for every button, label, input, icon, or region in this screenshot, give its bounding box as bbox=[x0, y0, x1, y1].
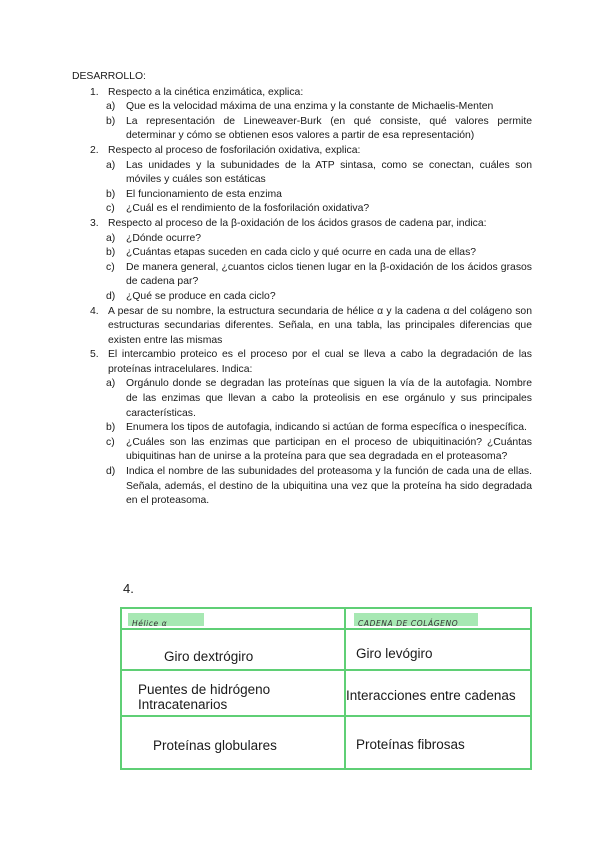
sub-letter: c) bbox=[106, 203, 115, 215]
question-text: Respecto al proceso de la β-oxidación de los ácidos grasos de cadena par, indica: bbox=[108, 217, 487, 229]
row-divider bbox=[122, 628, 530, 630]
sub-letter: b) bbox=[106, 247, 116, 259]
sub-text: Que es la velocidad máxima de una enzima y la constante de Michaelis-Menten bbox=[126, 101, 494, 113]
sub-text: ¿Cuántas etapas suceden en cada ciclo y qué ocurre en cada una de ellas? bbox=[126, 247, 477, 259]
question-4 bbox=[72, 305, 532, 349]
sub-text: Indica el nombre de las subunidades del proteasoma y la función de cada una de ellas. Señala, además, el destino de la ubiquitina una vez que la proteína ha sido degradada en el proteasoma. bbox=[126, 466, 532, 507]
row-divider bbox=[122, 715, 530, 717]
question-text: Respecto al proceso de fosforilación oxidativa, explica: bbox=[108, 144, 361, 156]
subquestion bbox=[106, 115, 532, 144]
question-text: Respecto a la cinética enzimática, explica: bbox=[108, 86, 304, 98]
sub-text: Enumera los tipos de autofagia, indicando si actúan de forma específica o inespecífica. bbox=[126, 422, 527, 434]
section-heading: DESARROLLO: bbox=[72, 71, 146, 82]
question-1 bbox=[72, 86, 532, 144]
sub-text: Orgánulo donde se degradan las proteínas que siguen la vía de la autofagia. Nombre de las enzimas que llevan a cabo la proteolisis en ese orgánulo y sus principales características. bbox=[126, 378, 532, 419]
sub-letter: c) bbox=[106, 436, 115, 448]
question-number: 3. bbox=[90, 217, 99, 229]
sub-letter: d) bbox=[106, 466, 116, 478]
question-text: A pesar de su nombre, la estructura secundaria de hélice α y la cadena α del colágeno son estructuras secundarias diferentes. Señala, en una tabla, las principales diferencias que existen entre las mismas bbox=[108, 305, 532, 346]
sub-text: ¿Dónde ocurre? bbox=[126, 232, 202, 244]
subquestion bbox=[106, 188, 532, 203]
question-text: El intercambio proteico es el proceso por el cual se lleva a cabo la degradación de las proteínas intracelulares. Indica: bbox=[108, 349, 532, 375]
question-2 bbox=[72, 144, 532, 217]
cell-helix-row1: Giro dextrógiro bbox=[164, 649, 254, 664]
sub-letter: a) bbox=[106, 101, 116, 113]
subquestion bbox=[106, 290, 532, 305]
row-divider bbox=[122, 669, 530, 671]
subquestion bbox=[106, 377, 532, 421]
sub-letter: d) bbox=[106, 290, 116, 302]
cell-collagen-row3: Proteínas fibrosas bbox=[356, 737, 465, 752]
subquestion bbox=[106, 232, 532, 247]
sub-letter: a) bbox=[106, 232, 116, 244]
cell-helix-row2: Puentes de hidrógeno Intracatenarios bbox=[138, 682, 271, 712]
sub-letter: b) bbox=[106, 188, 116, 200]
sub-text: El funcionamiento de esta enzima bbox=[126, 188, 282, 200]
subquestion bbox=[106, 100, 532, 115]
sub-letter: a) bbox=[106, 378, 116, 390]
question-number: 4. bbox=[90, 305, 99, 317]
sub-text: Las unidades y la subunidades de la ATP sintasa, como se conectan, cuáles son móviles y cuáles son estáticas bbox=[126, 159, 532, 186]
question-list bbox=[72, 86, 532, 509]
question-5 bbox=[72, 348, 532, 509]
exam-document bbox=[72, 70, 532, 509]
cell-collagen-row1: Giro levógiro bbox=[356, 646, 433, 661]
question-number: 2. bbox=[90, 144, 99, 156]
subquestion bbox=[106, 465, 532, 509]
sub-text: La representación de Lineweaver-Burk (en qué consiste, qué valores permite determinar y cómo se obtienen esos valores a partir de esa representación) bbox=[126, 115, 532, 142]
question-3 bbox=[72, 217, 532, 305]
header-cell-left bbox=[128, 613, 204, 626]
cell-collagen-row2: Interacciones entre cadenas bbox=[346, 688, 516, 703]
sub-text: ¿Qué se produce en cada ciclo? bbox=[126, 290, 276, 302]
question-number: 1. bbox=[90, 86, 99, 98]
sub-letter: b) bbox=[106, 115, 116, 127]
subquestion bbox=[106, 202, 532, 217]
sub-text: ¿Cuál es el rendimiento de la fosforilación oxidativa? bbox=[126, 203, 370, 215]
comparison-table bbox=[120, 607, 532, 770]
header-right-text: CADENA DE COLÁGENO bbox=[358, 619, 459, 628]
sub-text: ¿Cuáles son las enzimas que participan en el proceso de ubiquitinación? ¿Cuántas ubiquitinas han de unirse a la proteína para que sea degradada en el proteasoma? bbox=[126, 436, 532, 463]
sub-letter: a) bbox=[106, 159, 116, 171]
sub-text: De manera general, ¿cuantos ciclos tienen lugar en la β-oxidación de los ácidos grasos de cadena par? bbox=[126, 261, 532, 288]
subquestion bbox=[106, 246, 532, 261]
sub-letter: c) bbox=[106, 261, 115, 273]
sub-letter: b) bbox=[106, 422, 116, 434]
header-left-text: Hélice α bbox=[132, 619, 168, 628]
subquestion bbox=[106, 421, 532, 436]
header-cell-right bbox=[354, 613, 478, 626]
subquestion bbox=[106, 436, 532, 465]
question-number: 5. bbox=[90, 349, 99, 361]
cell-helix-row3: Proteínas globulares bbox=[153, 738, 277, 753]
answer-number: 4. bbox=[123, 581, 134, 596]
subquestion bbox=[106, 159, 532, 188]
subquestion bbox=[106, 261, 532, 290]
